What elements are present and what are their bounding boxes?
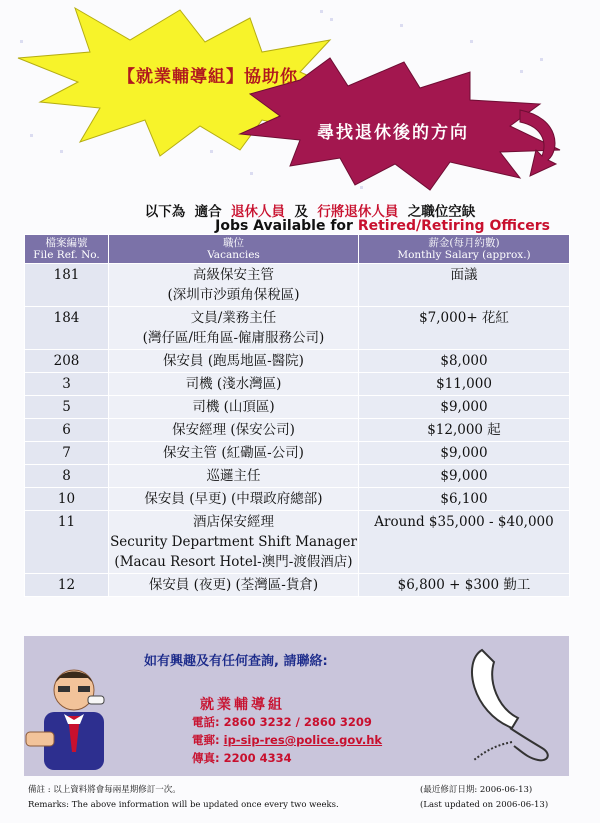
table-row	[25, 419, 570, 442]
header-ref-zh: 檔案編號	[45, 237, 88, 249]
note-chinese: 備註 : 以上資料將會每兩星期修訂一次。	[28, 785, 181, 795]
vacancy-cell	[109, 488, 359, 511]
salary-cell: 面議	[359, 264, 570, 307]
vacancy-cell	[109, 465, 359, 488]
header-ref	[25, 235, 109, 264]
telephone-handset-icon	[452, 642, 562, 770]
vacancy-line: (深圳市沙頭角保稅區)	[167, 287, 300, 303]
header-vac-en: Vacancies	[207, 249, 260, 261]
phone-value[interactable]: 2860 3232 / 2860 3209	[223, 715, 372, 729]
vacancy-line: 司機 (淺水灣區)	[185, 376, 282, 392]
table-header-row	[25, 235, 570, 264]
businessman-on-phone-icon	[24, 660, 124, 772]
note-english: Remarks: The above information will be updated once every two weeks.	[28, 800, 339, 810]
email-label: 電郵:	[192, 733, 220, 747]
vacancy-cell	[109, 511, 359, 574]
salary-cell: $12,000 起	[359, 419, 570, 442]
header-ref-en: File Ref. No.	[33, 249, 100, 261]
contact-email	[192, 732, 382, 748]
table-row	[25, 488, 570, 511]
table-row	[25, 511, 570, 574]
file-ref-cell: 3	[25, 373, 109, 396]
banner-line-1: 【就業輔導組】協助你	[118, 67, 298, 87]
vacancy-cell	[109, 350, 359, 373]
table-row	[25, 396, 570, 419]
file-ref-cell: 10	[25, 488, 109, 511]
vacancy-line: 酒店保安經理	[193, 514, 274, 530]
vacancy-line: 保安主管 (紅磡區-公司)	[163, 445, 304, 461]
fax-value: 2200 4334	[223, 751, 292, 765]
subtitle-suffix: 之職位空缺	[407, 204, 476, 220]
vacancy-line: 保安員 (早更) (中環政府總部)	[144, 491, 323, 507]
vacancy-line: (Macau Resort Hotel-澳門-渡假酒店)	[114, 554, 353, 570]
table-row	[25, 264, 570, 307]
table-row	[25, 350, 570, 373]
vacancy-cell	[109, 442, 359, 465]
header-sal-en: Monthly Salary (approx.)	[397, 249, 531, 261]
table-row	[25, 465, 570, 488]
vacancy-line: 巡邏主任	[206, 468, 261, 484]
email-link[interactable]: ip-sip-res@police.gov.hk	[223, 733, 383, 747]
file-ref-cell: 12	[25, 574, 109, 597]
subtitle-retired: 退休人員	[231, 204, 286, 220]
vacancy-line: 保安員 (夜更) (荃灣區-貨倉)	[148, 577, 319, 593]
file-ref-cell: 184	[25, 307, 109, 350]
fax-label: 傳真:	[192, 751, 220, 765]
file-ref-cell: 8	[25, 465, 109, 488]
vacancy-line: 保安員 (跑馬地區-醫院)	[163, 353, 304, 369]
updated-english: (Last updated on 2006-06-13)	[420, 800, 549, 810]
file-ref-cell: 7	[25, 442, 109, 465]
contact-phone	[192, 714, 372, 730]
header-graphic	[0, 0, 600, 200]
subtitle-chinese	[40, 200, 580, 220]
table-row	[25, 442, 570, 465]
salary-cell: Around $35,000 - $40,000	[359, 511, 570, 574]
vacancy-line: 司機 (山頂區)	[192, 399, 275, 415]
contact-org: 就業輔導組	[200, 697, 285, 713]
vacancy-cell	[109, 396, 359, 419]
file-ref-cell: 6	[25, 419, 109, 442]
contact-fax	[192, 750, 292, 766]
table-row	[25, 574, 570, 597]
file-ref-cell: 11	[25, 511, 109, 574]
banner-line-2: 尋找退休後的方向	[317, 123, 469, 143]
salary-cell: $9,000	[359, 442, 570, 465]
vacancy-cell	[109, 264, 359, 307]
salary-cell: $8,000	[359, 350, 570, 373]
vacancy-line: 文員/業務主任	[190, 310, 277, 326]
salary-cell: $9,000	[359, 465, 570, 488]
header-vacancies	[109, 235, 359, 264]
vacancy-cell	[109, 307, 359, 350]
header-vac-zh: 職位	[223, 237, 244, 249]
starburst-graphic	[0, 0, 600, 200]
salary-cell: $6,100	[359, 488, 570, 511]
phone-label: 電話:	[192, 715, 220, 729]
vacancy-cell	[109, 373, 359, 396]
file-ref-cell: 208	[25, 350, 109, 373]
table-row	[25, 373, 570, 396]
salary-cell: $11,000	[359, 373, 570, 396]
vacancy-cell	[109, 419, 359, 442]
subtitle-and: 及	[294, 204, 308, 220]
subtitle-prefix: 以下為	[144, 204, 186, 220]
vacancy-line: 高級保安主管	[193, 267, 274, 283]
salary-cell: $7,000+ 花紅	[359, 307, 570, 350]
table-row	[25, 307, 570, 350]
header-sal-zh: 薪金(每月約數)	[428, 237, 500, 249]
updated-chinese: (最近修訂日期: 2006-06-13)	[420, 785, 533, 795]
salary-cell: $6,800 + $300 勤工	[359, 574, 570, 597]
subtitle-en-target: Retired/Retiring Officers	[357, 218, 550, 234]
vacancies-table	[24, 234, 570, 597]
subtitle-fit: 適合	[194, 204, 222, 220]
vacancy-line: (灣仔區/旺角區-僱庸服務公司)	[142, 330, 325, 346]
contact-title: 如有興趣及有任何查詢, 請聯絡:	[144, 654, 328, 669]
vacancy-cell	[109, 574, 359, 597]
file-ref-cell: 5	[25, 396, 109, 419]
salary-cell: $9,000	[359, 396, 570, 419]
vacancy-line: 保安經理 (保安公司)	[172, 422, 295, 438]
vacancy-line: Security Department Shift Manager	[110, 534, 357, 550]
subtitle-retiring: 行將退休人員	[317, 204, 399, 220]
file-ref-cell: 181	[25, 264, 109, 307]
header-salary	[359, 235, 570, 264]
subtitle-en-prefix: Jobs Available for	[215, 218, 353, 234]
subtitle-english	[40, 218, 550, 234]
